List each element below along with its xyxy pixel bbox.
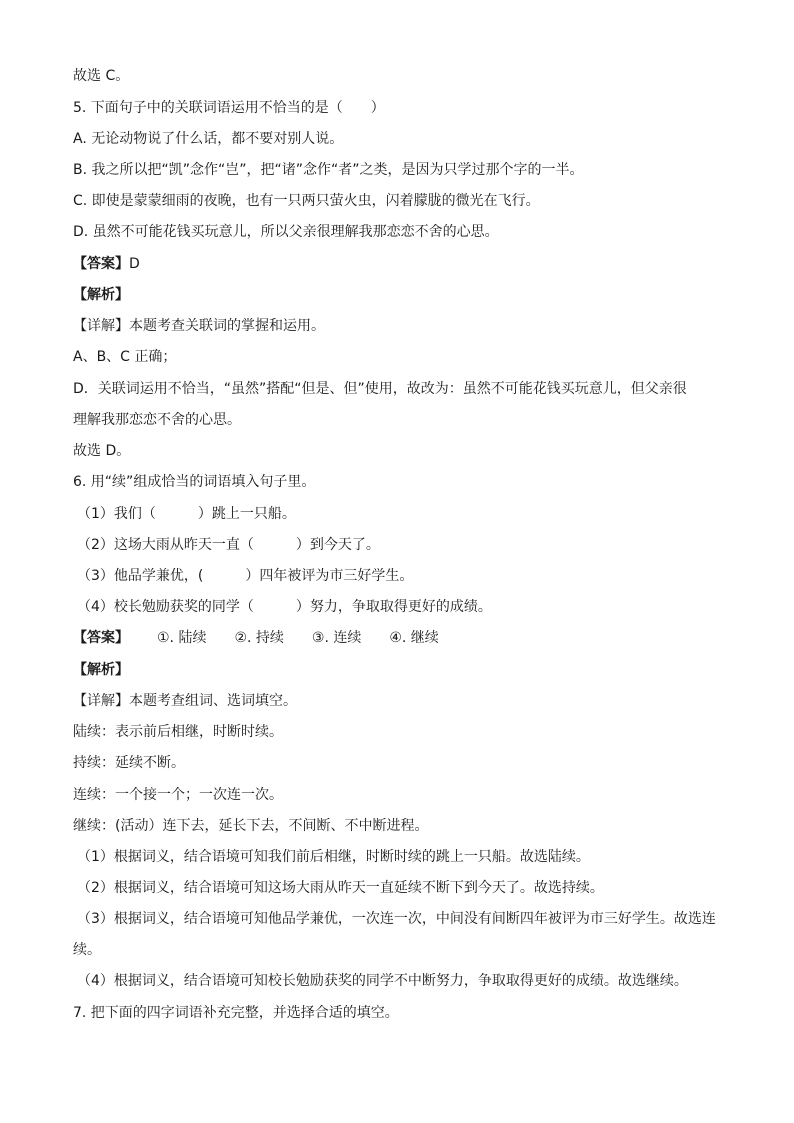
answer-tag: 【答案】 <box>73 630 129 646</box>
text-line: 陆续：表示前后相继，时断时续。 <box>73 724 283 740</box>
answer-option: ③. 连续 <box>311 630 362 646</box>
text-line: A、B、C 正确； <box>73 349 177 365</box>
text-line: D．关联词运用不恰当，“虽然”搭配“但是、但”使用，故改为：虽然不可能花钱买玩意儿，但父亲很 <box>73 381 687 397</box>
question-5-option-b: B. 我之所以把“凯”念作“岂”，把“诸”念作“者”之类，是因为只学过那个字的一半。 <box>73 162 584 178</box>
question-5-option-d: D. 虽然不可能花钱买玩意儿，所以父亲很理解我那恋恋不舍的心思。 <box>73 224 499 240</box>
text-line: 故选 D。 <box>73 443 131 459</box>
question-5-stem: 5. 下面句子中的关联词语运用不恰当的是（ ） <box>73 100 385 116</box>
analysis-tag: 【解析】 <box>73 662 129 678</box>
question-6-item-2: （2）这场大雨从昨天一直（ ）到今天了。 <box>77 537 380 553</box>
question-7-stem: 7. 把下面的四字词语补充完整，并选择合适的填空。 <box>73 1005 399 1021</box>
text-line: 【详解】本题考查组词、选词填空。 <box>73 693 297 709</box>
answer-line <box>73 254 723 274</box>
answer-option: ②. 持续 <box>234 630 284 646</box>
text-line: 连续：一个接一个；一次连一次。 <box>73 787 283 803</box>
answer-option: ①. 陆续 <box>157 630 207 646</box>
answer-tag: 【答案】 <box>73 256 129 272</box>
text-line: 【详解】本题考查关联词的掌握和运用。 <box>73 318 325 334</box>
text-line: （1）根据词义，结合语境可知我们前后相继，时断时续的跳上一只船。故选陆续。 <box>77 849 590 865</box>
text-line: 理解我那恋恋不舍的心思。 <box>73 412 241 428</box>
question-5-option-a: A. 无论动物说了什么话，都不要对别人说。 <box>73 131 344 147</box>
answer-value: D <box>129 256 140 272</box>
question-5-option-c: C. 即使是蒙蒙细雨的夜晚，也有一只两只萤火虫，闪着朦胧的微光在飞行。 <box>73 193 540 209</box>
question-6-item-4: （4）校长勉励获奖的同学（ ）努力，争取取得更好的成绩。 <box>77 599 492 615</box>
text-line: 故选 C。 <box>73 68 130 84</box>
text-line: （3）根据词义，结合语境可知他品学兼优，一次连一次，中间没有间断四年被评为市三好学生。故选连 <box>77 911 716 927</box>
question-6-stem: 6. 用“续”组成恰当的词语填入句子里。 <box>73 474 316 490</box>
text-line: （2）根据词义，结合语境可知这场大雨从昨天一直延续不断下到今天了。故选持续。 <box>77 880 604 896</box>
answer-option: ④. 继续 <box>389 630 439 646</box>
text-line: 续。 <box>73 942 101 958</box>
answer-line <box>73 628 723 648</box>
question-6-item-3: （3）他品学兼优，( ）四年被评为市三好学生。 <box>77 568 414 584</box>
text-line: （4）根据词义，结合语境可知校长勉励获奖的同学不中断努力，争取取得更好的成绩。故选继续。 <box>77 973 688 989</box>
question-6-item-1: （1）我们（ ）跳上一只船。 <box>77 506 296 522</box>
text-line: 继续：(活动）连下去，延长下去，不间断、不中断进程。 <box>73 818 429 834</box>
analysis-tag: 【解析】 <box>73 287 129 303</box>
text-line: 持续：延续不断。 <box>73 755 185 771</box>
